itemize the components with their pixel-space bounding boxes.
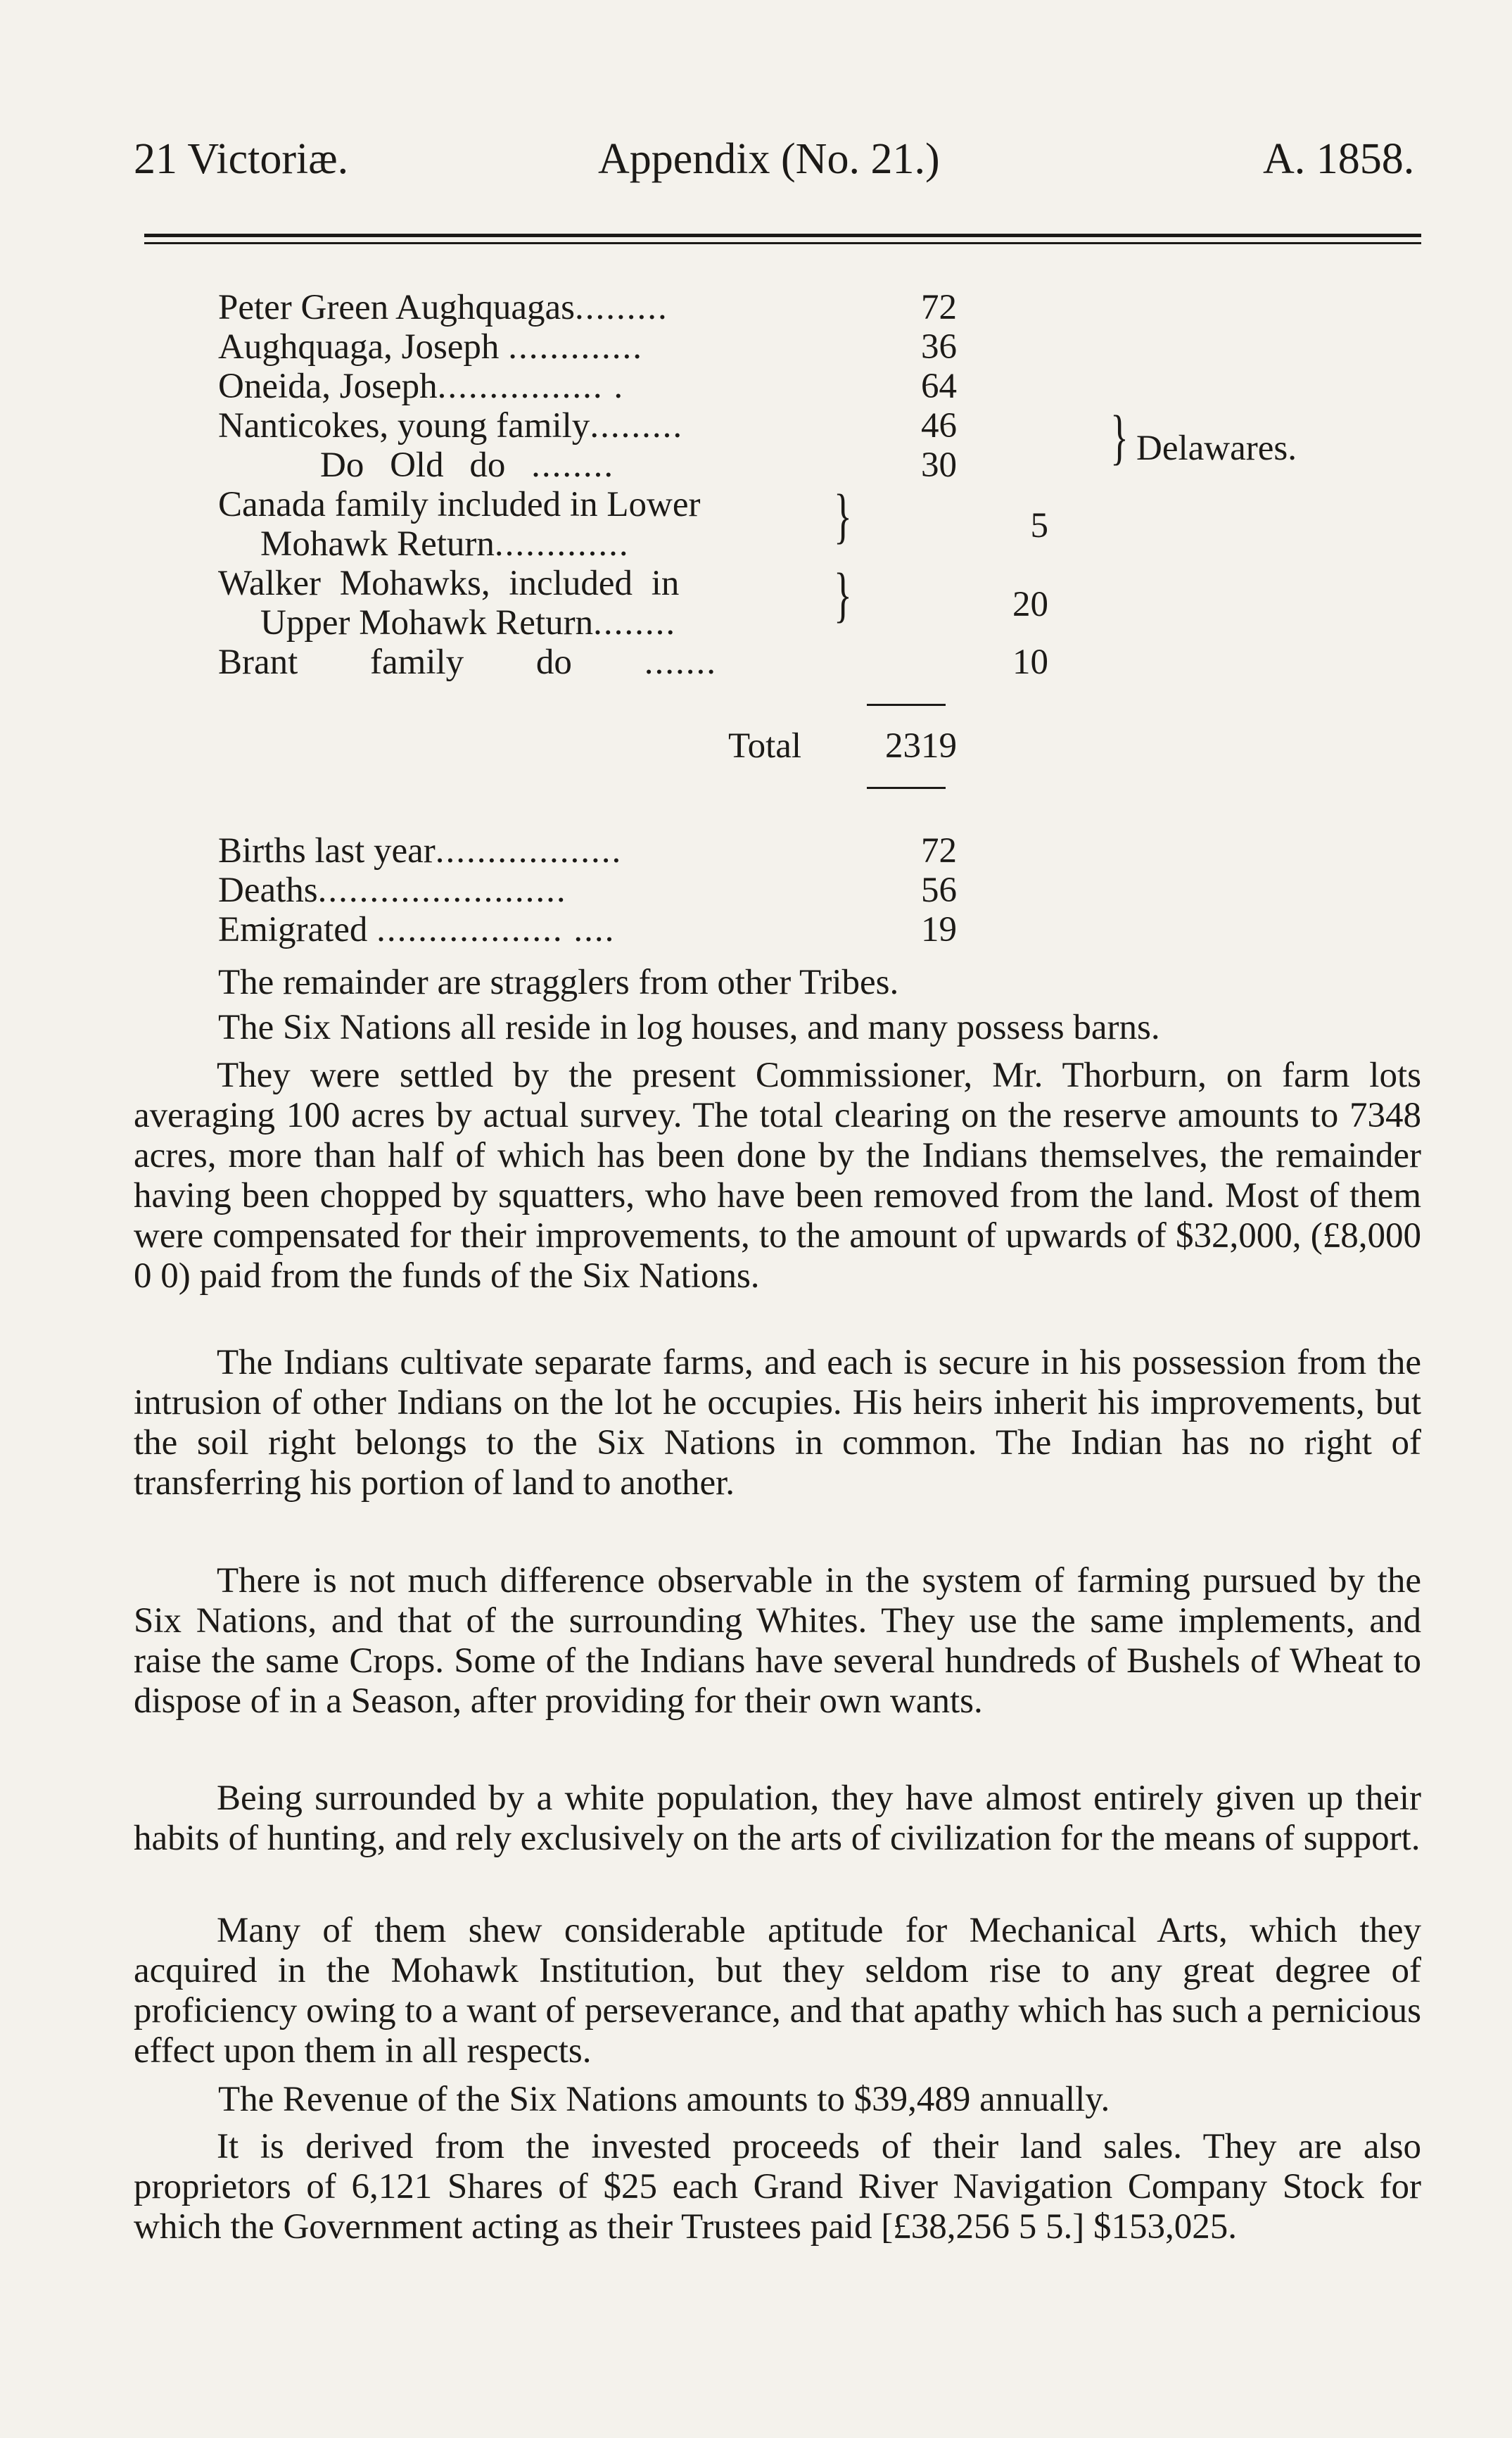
paragraph: The Revenue of the Six Nations amounts to $39,489 annually. bbox=[218, 2080, 1110, 2119]
census-row: Brant family do ....... bbox=[218, 643, 717, 682]
brace-canada-family: } bbox=[834, 482, 852, 550]
paragraph: The Indians cultivate separate farms, and each is secure in his possession from the intrusion of other Indians on the lot he occupies. His heirs inherit his improvements, but the soil right belongs to the Six Nations in common. The Indian has no right of transferring his portion of land to another. bbox=[134, 1343, 1421, 1503]
paragraph: The remainder are stragglers from other Tribes. bbox=[218, 963, 899, 1002]
stat-value: 19 bbox=[921, 910, 957, 949]
total-label: Total bbox=[728, 726, 802, 766]
census-row: Mohawk Return............. bbox=[260, 524, 630, 564]
census-row: Peter Green Aughquagas......... bbox=[218, 288, 668, 327]
stat-row: Births last year.................. bbox=[218, 831, 623, 871]
running-header-center: Appendix (No. 21.) bbox=[598, 135, 940, 183]
census-value: 64 bbox=[921, 367, 957, 406]
paragraph: The Six Nations all reside in log houses, and many possess barns. bbox=[218, 1008, 1160, 1047]
running-header-left: 21 Victoriæ. bbox=[134, 135, 349, 183]
census-row: Canada family included in Lower bbox=[218, 485, 701, 524]
total-value: 2319 bbox=[885, 726, 957, 766]
census-row: Walker Mohawks, included in bbox=[218, 564, 680, 603]
header-rule-thick bbox=[144, 234, 1421, 237]
brace-delawares: } bbox=[1110, 403, 1129, 472]
paragraph: There is not much difference observable in the system of farming pursued by the Six Nations, and that of the surrounding Whites. They use the same implements, and raise the same Crops. Some of the Indians have several hundreds of Bushels of Wheat to dispose of in a Season, after providing for their own wants. bbox=[134, 1561, 1421, 1721]
stat-row: Deaths........................ bbox=[218, 871, 567, 910]
paragraph: Being surrounded by a white population, they have almost entirely given up their habits of hunting, and rely exclusively on the arts of civilization for the means of support. bbox=[134, 1779, 1421, 1858]
stat-row: Emigrated .................. .... bbox=[218, 910, 616, 949]
census-row: Upper Mohawk Return........ bbox=[260, 603, 677, 643]
census-row: Oneida, Joseph................ . bbox=[218, 367, 625, 406]
delawares-label: Delawares. bbox=[1136, 429, 1297, 468]
total-rule-bottom bbox=[867, 787, 946, 789]
census-value: 30 bbox=[921, 446, 957, 485]
stat-value: 56 bbox=[921, 871, 957, 910]
paragraph: They were settled by the present Commissioner, Mr. Thorburn, on farm lots averaging 100 acres by actual survey. The total clearing on the reserve amounts to 7348 acres, more than half of which has been done by the Indians themselves, the remainder having been chopped by squatters, who have been removed from the land. Most of them were compensated for their improvements, to the amount of upwards of $32,000, (£8,000 0 0) paid from the funds of the Six Nations. bbox=[134, 1056, 1421, 1296]
census-value: 20 bbox=[1012, 585, 1048, 624]
running-header-right: A. 1858. bbox=[1263, 135, 1415, 183]
paragraph: It is derived from the invested proceeds of their land sales. They are also proprietors of 6,121 Shares of $25 each Grand River Navigation Company Stock for which the Government acting as their Trustees paid [£38,256 5 5.] $153,025. bbox=[134, 2127, 1421, 2247]
census-value: 36 bbox=[921, 327, 957, 367]
census-value: 72 bbox=[921, 288, 957, 327]
census-value: 10 bbox=[1012, 643, 1048, 682]
census-row: Aughquaga, Joseph ............. bbox=[218, 327, 643, 367]
brace-walker-mohawks: } bbox=[834, 561, 852, 629]
census-row: Do Old do ........ bbox=[320, 446, 615, 485]
census-value: 5 bbox=[1030, 506, 1048, 545]
header-rule-thin bbox=[144, 242, 1421, 244]
census-value: 46 bbox=[921, 406, 957, 446]
stat-value: 72 bbox=[921, 831, 957, 871]
total-rule-top bbox=[867, 704, 946, 706]
census-row: Nanticokes, young family......... bbox=[218, 406, 684, 446]
paragraph: Many of them shew considerable aptitude for Mechanical Arts, which they acquired in the Mohawk Institution, but they seldom rise to any great degree of proficiency owing to a want of perseverance, and that apathy which has such a pernicious effect upon them in all respects. bbox=[134, 1911, 1421, 2071]
